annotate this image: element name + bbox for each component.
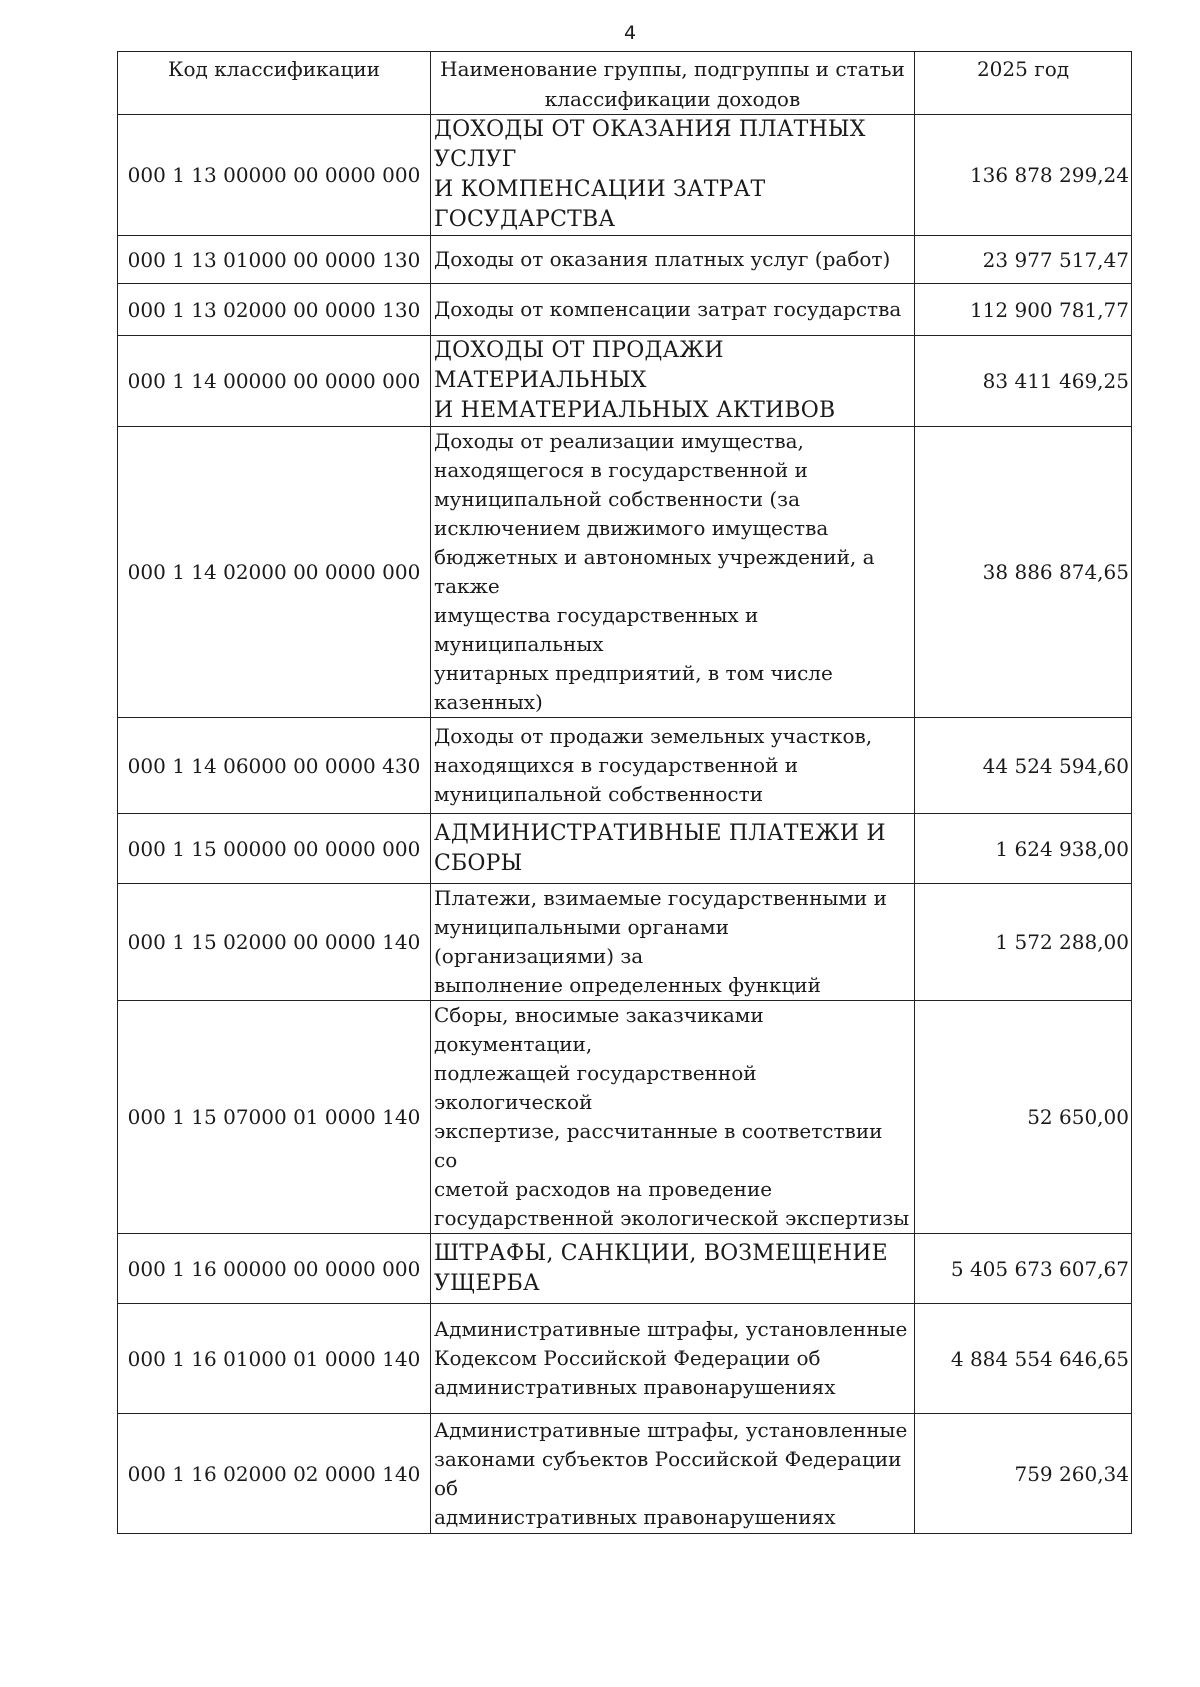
name-line: бюджетных и автономных учреждений, а также bbox=[434, 545, 875, 598]
name-line: экспертизе, рассчитанные в соответствии со bbox=[434, 1119, 883, 1172]
amount-2025: 1 624 938,00 bbox=[915, 814, 1132, 884]
classification-code: 000 1 14 00000 00 0000 000 bbox=[118, 336, 431, 427]
income-item-name bbox=[431, 718, 915, 814]
name-line: муниципальной собственности (за bbox=[434, 487, 801, 511]
income-item-name bbox=[431, 427, 915, 718]
income-item-name bbox=[431, 236, 915, 284]
name-line: Административные штрафы, установленные bbox=[434, 1417, 908, 1442]
income-group-name bbox=[431, 336, 915, 427]
classification-code: 000 1 16 02000 02 0000 140 bbox=[118, 1414, 431, 1534]
name-line: выполнение определенных функций bbox=[434, 973, 821, 997]
name-line: сметой расходов на проведение bbox=[434, 1177, 773, 1201]
name-line: государственной экологической экспертизы bbox=[434, 1206, 910, 1230]
income-item-name bbox=[431, 1304, 915, 1414]
income-item-name bbox=[431, 884, 915, 1001]
income-item-name bbox=[431, 1414, 915, 1534]
name-line: находящегося в государственной и bbox=[434, 458, 808, 482]
amount-2025: 4 884 554 646,65 bbox=[915, 1304, 1132, 1414]
table-row bbox=[118, 115, 1132, 236]
income-group-name bbox=[431, 1234, 915, 1304]
amount-2025: 1 572 288,00 bbox=[915, 884, 1132, 1001]
name-line: И НЕМАТЕРИАЛЬНЫХ АКТИВОВ bbox=[434, 398, 836, 423]
name-line: Сборы, вносимые заказчиками документации, bbox=[434, 1003, 764, 1056]
table-row bbox=[118, 236, 1132, 284]
name-line: законами субъектов Российской Федерации об bbox=[434, 1446, 902, 1500]
amount-2025: 23 977 517,47 bbox=[915, 236, 1132, 284]
classification-code: 000 1 16 00000 00 0000 000 bbox=[118, 1234, 431, 1304]
header-code: Код классификации bbox=[118, 52, 431, 115]
amount-2025: 5 405 673 607,67 bbox=[915, 1234, 1132, 1304]
amount-2025: 136 878 299,24 bbox=[915, 115, 1132, 236]
table-row bbox=[118, 814, 1132, 884]
classification-code: 000 1 15 07000 01 0000 140 bbox=[118, 1001, 431, 1234]
name-line: подлежащей государственной экологической bbox=[434, 1061, 757, 1114]
name-line: административных правонарушениях bbox=[434, 1375, 836, 1399]
name-line: унитарных предприятий, в том числе казенных) bbox=[434, 661, 833, 714]
header-name-line: классификации доходов bbox=[544, 87, 801, 111]
income-item-name bbox=[431, 1001, 915, 1234]
classification-code: 000 1 13 00000 00 0000 000 bbox=[118, 115, 431, 236]
name-line: ДОХОДЫ ОТ ОКАЗАНИЯ ПЛАТНЫХ УСЛУГ bbox=[434, 117, 866, 172]
name-line: Доходы от компенсации затрат государства bbox=[434, 297, 902, 321]
name-line: СБОРЫ bbox=[434, 850, 523, 876]
name-line: Кодексом Российской Федерации об bbox=[434, 1346, 821, 1370]
table-header-row bbox=[118, 52, 1132, 115]
name-line: И КОМПЕНСАЦИИ ЗАТРАТ ГОСУДАРСТВА bbox=[434, 177, 766, 232]
name-line: муниципальной собственности bbox=[434, 782, 764, 806]
classification-code: 000 1 13 02000 00 0000 130 bbox=[118, 284, 431, 336]
header-name-line: Наименование группы, подгруппы и статьи bbox=[440, 57, 905, 81]
amount-2025: 83 411 469,25 bbox=[915, 336, 1132, 427]
name-line: Доходы от реализации имущества, bbox=[434, 429, 804, 453]
name-line: муниципальными органами (организациями) за bbox=[434, 915, 729, 968]
amount-2025: 52 650,00 bbox=[915, 1001, 1132, 1234]
amount-2025: 38 886 874,65 bbox=[915, 427, 1132, 718]
name-line: административных правонарушениях bbox=[434, 1504, 836, 1529]
table-row bbox=[118, 884, 1132, 1001]
classification-code: 000 1 14 06000 00 0000 430 bbox=[118, 718, 431, 814]
income-classification-table bbox=[117, 51, 1132, 1534]
name-line: ДОХОДЫ ОТ ПРОДАЖИ МАТЕРИАЛЬНЫХ bbox=[434, 338, 724, 393]
income-item-name bbox=[431, 284, 915, 336]
table-row bbox=[118, 1304, 1132, 1414]
classification-code: 000 1 15 02000 00 0000 140 bbox=[118, 884, 431, 1001]
income-group-name bbox=[431, 115, 915, 236]
name-line: Платежи, взимаемые государственными и bbox=[434, 886, 887, 910]
name-line: Доходы от продажи земельных участков, bbox=[434, 724, 873, 748]
name-line: имущества государственных и муниципальных bbox=[434, 603, 759, 656]
name-line: АДМИНИСТРАТИВНЫЕ ПЛАТЕЖИ И bbox=[434, 820, 886, 846]
table-row bbox=[118, 427, 1132, 718]
name-line: находящихся в государственной и bbox=[434, 753, 799, 777]
header-year: 2025 год bbox=[915, 52, 1132, 115]
table-body bbox=[118, 115, 1132, 1534]
table-row bbox=[118, 718, 1132, 814]
table-row bbox=[118, 1001, 1132, 1234]
amount-2025: 759 260,34 bbox=[915, 1414, 1132, 1534]
table-row bbox=[118, 336, 1132, 427]
classification-code: 000 1 13 01000 00 0000 130 bbox=[118, 236, 431, 284]
table-row bbox=[118, 284, 1132, 336]
classification-code: 000 1 16 01000 01 0000 140 bbox=[118, 1304, 431, 1414]
name-line: ШТРАФЫ, САНКЦИИ, ВОЗМЕЩЕНИЕ bbox=[434, 1240, 888, 1266]
name-line: Доходы от оказания платных услуг (работ) bbox=[434, 247, 891, 271]
amount-2025: 112 900 781,77 bbox=[915, 284, 1132, 336]
classification-code: 000 1 14 02000 00 0000 000 bbox=[118, 427, 431, 718]
name-line: Административные штрафы, установленные bbox=[434, 1317, 908, 1341]
classification-code: 000 1 15 00000 00 0000 000 bbox=[118, 814, 431, 884]
table-row bbox=[118, 1414, 1132, 1534]
table-row bbox=[118, 1234, 1132, 1304]
income-group-name bbox=[431, 814, 915, 884]
name-line: УЩЕРБА bbox=[434, 1270, 540, 1296]
page-number: 4 bbox=[623, 22, 637, 44]
header-name bbox=[431, 52, 915, 115]
name-line: исключением движимого имущества bbox=[434, 516, 829, 540]
amount-2025: 44 524 594,60 bbox=[915, 718, 1132, 814]
